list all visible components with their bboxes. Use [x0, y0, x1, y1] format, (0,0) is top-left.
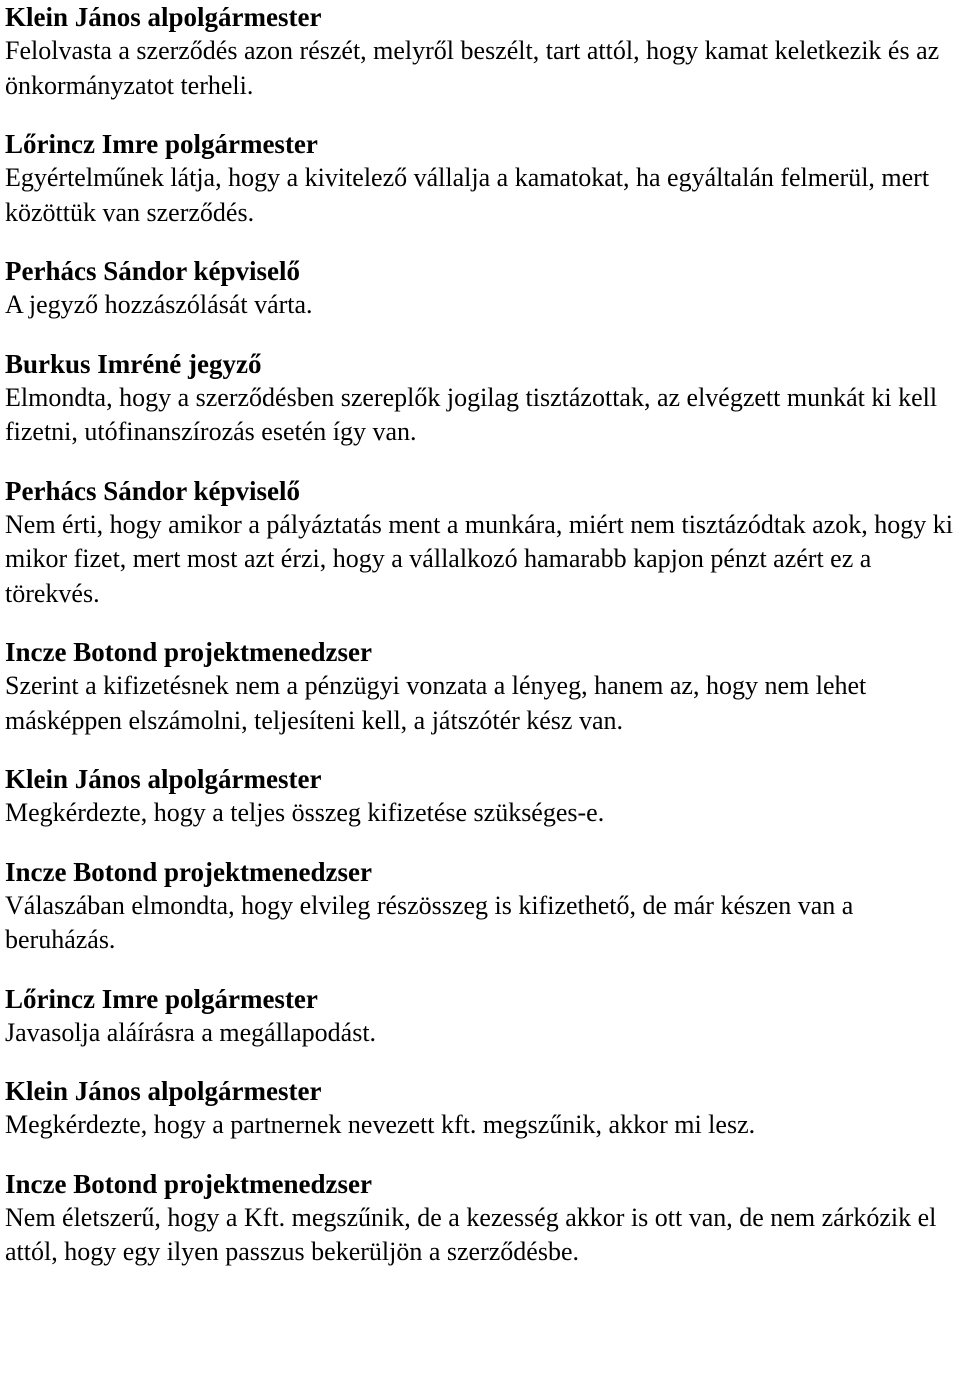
minutes-entry — [5, 1074, 960, 1143]
minutes-entry — [5, 474, 960, 612]
speaker-name: Burkus Imréné jegyző — [5, 348, 262, 379]
minutes-entry — [5, 254, 960, 323]
speaker-name: Lőrincz Imre polgármester — [5, 129, 318, 159]
minutes-entry — [5, 635, 960, 738]
speaker-statement: Megkérdezte, hogy a teljes összeg kifizetése szükséges-e. — [5, 798, 605, 827]
speaker-name: Incze Botond projektmenedzser — [5, 637, 372, 667]
speaker-statement: Válaszában elmondta, hogy elvileg részösszeg is kifizethető, de már készen van a beruházás. — [5, 890, 854, 954]
speaker-statement: Nem érti, hogy amikor a pályáztatás ment a munkára, miért nem tisztázódtak azok, hogy ki mikor fizet, mert most azt érzi, hogy a vállalkozó hamarabb kapjon pénzt azért ez a törekvés. — [5, 509, 953, 608]
speaker-name: Klein János alpolgármester — [5, 2, 322, 32]
minutes-entry — [5, 1167, 960, 1270]
speaker-statement: Elmondta, hogy a szerződésben szereplők jogilag tisztázottak, az elvégzett munkát ki kell fizetni, utófinanszírozás esetén így van. — [5, 382, 938, 446]
speaker-statement: A jegyző hozzászólását várta. — [5, 290, 313, 319]
speaker-statement: Nem életszerű, hogy a Kft. megszűnik, de a kezesség akkor is ott van, de nem zárkózik el attól, hogy egy ilyen passzus bekerüljön a szerződésbe. — [5, 1202, 937, 1266]
minutes-entry — [5, 855, 960, 958]
speaker-name: Klein János alpolgármester — [5, 1076, 322, 1106]
speaker-name: Incze Botond projektmenedzser — [5, 1168, 372, 1199]
speaker-statement: Egyértelműnek látja, hogy a kivitelező vállalja a kamatokat, ha egyáltalán felmerül, mert közöttük van szerződés. — [5, 163, 930, 227]
speaker-name: Perhács Sándor képviselő — [5, 256, 301, 286]
speaker-name: Lőrincz Imre polgármester — [5, 983, 318, 1014]
minutes-entry — [5, 982, 960, 1051]
speaker-statement: Megkérdezte, hogy a partnernek nevezett kft. megszűnik, akkor mi lesz. — [5, 1110, 756, 1139]
speaker-statement: Szerint a kifizetésnek nem a pénzügyi vonzata a lényeg, hanem az, hogy nem lehet másképpen elszámolni, teljesíteni kell, a játszótér kész van. — [5, 671, 867, 735]
speaker-statement: Javasolja aláírásra a megállapodást. — [5, 1017, 377, 1047]
speaker-name: Klein János alpolgármester — [5, 764, 322, 794]
minutes-entry — [5, 347, 960, 450]
minutes-entry — [5, 762, 960, 831]
minutes-entry — [5, 127, 960, 230]
meeting-minutes-document — [5, 0, 960, 1294]
speaker-statement: Felolvasta a szerződés azon részét, melyről beszélt, tart attól, hogy kamat keletkezik és az önkormányzatot terheli. — [5, 36, 940, 100]
speaker-name: Incze Botond projektmenedzser — [5, 856, 372, 887]
speaker-name: Perhács Sándor képviselő — [5, 475, 301, 506]
minutes-entry — [5, 0, 960, 103]
